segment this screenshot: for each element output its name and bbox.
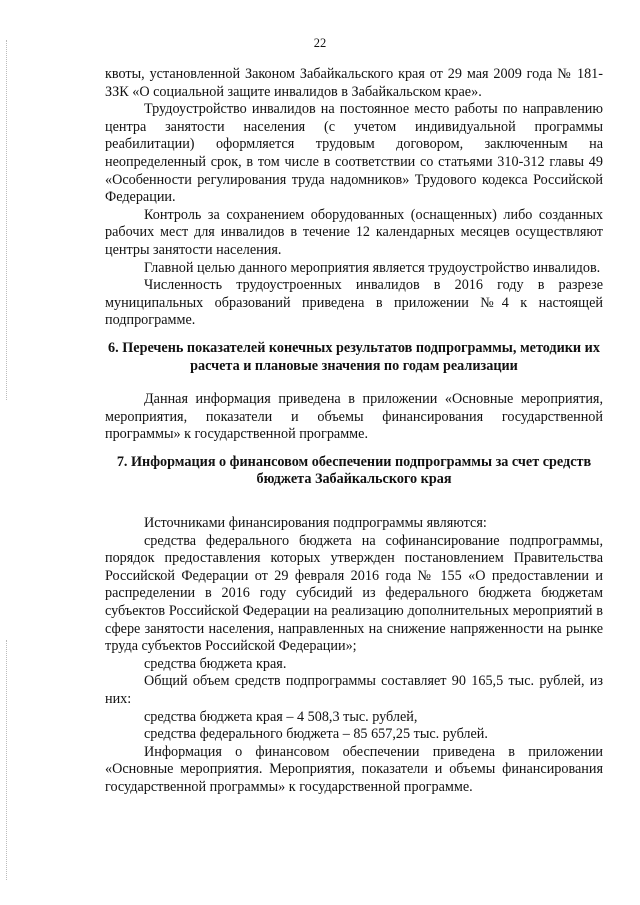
left-margin-scan-marks-lower [6,640,9,880]
document-body [105,66,603,797]
paragraph-employment: Трудоустройство инвалидов на постоянное место работы по направлению центра занятости населения (с учетом индивидуальной программы реабилитации) оформляется трудовым договором, заключенным на неопределенный срок, в том числе в соответствии со статьями 310-312 главы 49 «Особенности регулирования труда надомников» Трудового кодекса Российской Федерации. [105,101,603,206]
total-amount: Общий объем средств подпрограммы составляет 90 165,5 тыс. рублей, из них: [105,673,603,707]
closing-paragraph: Информация о финансовом обеспечении приведена в приложении «Основные мероприятия. Мероприятия, показатели и объемы финансирования государственной программы» к государственной программе. [105,743,603,795]
left-margin-scan-marks [6,40,9,400]
section-6-text: Данная информация приведена в приложении «Основные мероприятия, мероприятия, показатели и объемы финансирования государственной программы» к государственной программе. [105,391,603,443]
federal-amount: средства федерального бюджета – 85 657,25 тыс. рублей. [144,726,488,743]
paragraph-quota: квоты, установленной Законом Забайкальского края от 29 мая 2009 года № 181-ЗЗК «О социальной защите инвалидов в Забайкальском крае». [105,66,603,100]
section-6-heading: 6. Перечень показателей конечных результатов подпрограммы, методики их расчета и плановые значения по годам реализации [108,339,600,374]
paragraph-count: Численность трудоустроенных инвалидов в 2016 году в разрезе муниципальных образований приведена в приложении №4 к настоящей подпрограмме. [105,277,603,329]
federal-source: средства федерального бюджета на софинансирование подпрограммы, порядок предоставления которых утвержден постановлением Правительства Российской Федерации от 29 февраля 2016 года № 155 «О предоставлении и распределении в 2016 году субсидий из федерального бюджета бюджетам субъектов Российской Федерации на реализацию дополнительных мероприятий в сфере занятости населения, направленных на снижение напряженности на рынке труда субъектов Российской Федерации»; [105,532,603,655]
paragraph-goal: Главной целью данного мероприятия является трудоустройство инвалидов. [144,259,601,276]
section-7-heading: 7. Информация о финансовом обеспечении подпрограммы за счет средств бюджета Забайкальского края [116,453,592,488]
page-number: 22 [313,36,327,50]
sources-intro: Источниками финансирования подпрограммы являются: [144,515,487,532]
regional-source: средства бюджета края. [144,655,287,672]
regional-amount: средства бюджета края – 4 508,3 тыс. рублей, [144,708,418,725]
paragraph-control: Контроль за сохранением оборудованных (оснащенных) либо созданных рабочих мест для инвалидов в течение 12 календарных месяцев осуществляют центры занятости населения. [105,206,603,258]
